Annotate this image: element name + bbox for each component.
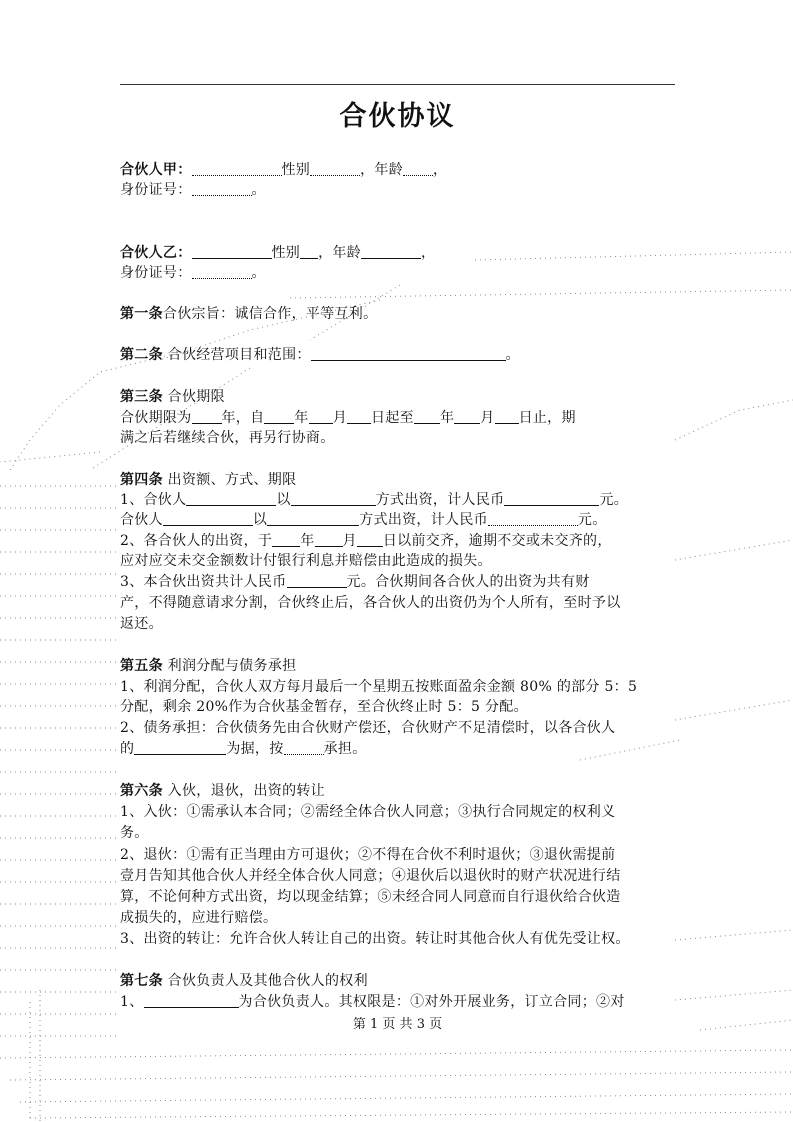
article-1-heading: 第一条: [120, 306, 163, 322]
punct: 。: [505, 347, 520, 363]
text: 1、合伙人: [120, 492, 187, 508]
article-6-line-2: 务。: [120, 825, 149, 841]
party-a-label: 合伙人甲：: [120, 162, 192, 178]
blank: [287, 573, 347, 588]
punct: 。: [251, 265, 266, 281]
blank: [291, 491, 376, 506]
party-b-age-blank: [361, 244, 421, 259]
text: 为据，按: [226, 741, 284, 757]
text: 元。: [577, 512, 607, 528]
blank: [309, 409, 333, 424]
article-5-line-1: 1、利润分配，合伙人双方每月最后一个星期五按账面盈余金额 80% 的部分 5：5: [120, 679, 638, 695]
article-2-text: 合伙经营项目和范围：: [167, 347, 311, 363]
party-a-gender-blank: [310, 161, 360, 176]
text: 月: [342, 533, 357, 549]
blank: [357, 532, 383, 547]
blank: [192, 409, 222, 424]
article-3-heading-line: [120, 387, 675, 407]
article-3-heading: 第三条: [120, 389, 163, 405]
blank: [454, 409, 480, 424]
article-6-heading: 第六条: [120, 783, 163, 799]
text: 方式出资，计人民币: [375, 492, 505, 508]
article-7-heading-line: [120, 971, 675, 991]
text: 2、各合伙人的出资，于: [120, 533, 273, 549]
article-6-line-6: 成损失的，应进行赔偿。: [120, 910, 278, 926]
text: 3、本合伙出资共计人民币: [120, 574, 287, 590]
article-6-line-7: 3、出资的转让：允许合伙人转让自己的出资。转让时其他合伙人有优先受让权。: [120, 931, 630, 947]
blank: [134, 740, 226, 755]
article-2: [120, 345, 675, 365]
party-b-name-blank: [192, 244, 272, 259]
article-5-title: 利润分配与债务承担: [167, 658, 297, 674]
party-a-age-label: ，年龄: [360, 162, 404, 178]
party-b-id-blank: [192, 264, 252, 279]
blank: [186, 491, 276, 506]
party-a-line: [120, 160, 675, 180]
text: 年: [300, 533, 315, 549]
document-page: [120, 0, 675, 1122]
text: 1、: [120, 994, 144, 1010]
text: 日以前交齐，逾期不交或未交齐的，: [382, 533, 612, 549]
blank: [315, 532, 343, 547]
party-a-age-blank: [403, 161, 433, 176]
article-4-line-4: 应对应交未交金额数计付银行利息并赔偿由此造成的损失。: [120, 553, 492, 569]
blank: [488, 511, 578, 526]
blank: [284, 740, 324, 755]
article-4-line-7: 返还。: [120, 616, 163, 632]
text: 为合伙负责人。其权限是：①对外开展业务，订立合同；②对: [238, 994, 625, 1010]
text: 年: [294, 410, 309, 426]
blank: [163, 511, 253, 526]
article-7-title: 合伙负责人及其他合伙人的权利: [167, 973, 368, 989]
article-2-scope-blank: [311, 346, 506, 361]
article-5-line-3: 2、债务承担：合伙债务先由合伙财产偿还，合伙财产不足清偿时，以各合伙人: [120, 720, 616, 736]
article-5-line-2: 分配，剩余 20%作为合伙基金暂存，至合伙终止时 5：5 分配。: [120, 699, 528, 715]
punct: ，: [433, 162, 448, 178]
article-4-heading: 第四条: [120, 472, 163, 488]
party-b-id-line: [120, 263, 675, 283]
text: 方式出资，计人民币: [359, 512, 488, 528]
text: 日止，期: [518, 410, 576, 426]
blank: [264, 409, 294, 424]
text: 元。: [599, 492, 629, 508]
text: 元。合伙期间各合伙人的出资为共有财: [346, 574, 590, 590]
party-b-label: 合伙人乙：: [120, 245, 192, 261]
article-4-line-6: 产，不得随意请求分割，合伙终止后，各合伙人的出资仍为个人所有，至时予以: [120, 595, 621, 611]
article-4-title: 出资额、方式、期限: [167, 472, 297, 488]
text: 月: [480, 410, 495, 426]
article-7-heading: 第七条: [120, 973, 163, 989]
article-4-heading-line: [120, 470, 675, 490]
party-a-id-line: [120, 180, 675, 200]
text: 承担。: [323, 741, 367, 757]
blank: [504, 491, 599, 506]
article-6-line-5: 算，不论何种方式出资，均以现金结算；⑤未经合同人同意而自行退伙给合伙造: [120, 889, 621, 905]
article-3-line-1: [120, 408, 675, 428]
article-6-title: 入伙，退伙，出资的转让: [167, 783, 325, 799]
article-6-heading-line: [120, 781, 675, 801]
article-4-line-1: [120, 490, 675, 510]
article-5-heading: 第五条: [120, 658, 163, 674]
blank: [495, 409, 519, 424]
article-6-line-4: 壹月告知其他合伙人并经全体合伙人同意；④退伙后以退伙时的财产状况进行结: [120, 868, 621, 884]
punct: 。: [251, 182, 266, 198]
article-5-heading-line: [120, 656, 675, 676]
document-title: 合伙协议: [339, 101, 456, 132]
blank: [414, 409, 440, 424]
party-b-gender-label: 性别: [271, 245, 301, 261]
text: 年: [439, 410, 455, 426]
page-number-footer: 第 1 页 共 3 页: [352, 1017, 443, 1032]
blank: [272, 532, 300, 547]
party-a-gender-label: 性别: [281, 162, 311, 178]
article-4-line-2: [120, 510, 675, 530]
punct: ，: [421, 245, 436, 261]
party-b-line: [120, 243, 675, 263]
article-6-line-3: 2、退伙：①需有正当理由方可退伙；②不得在合伙不利时退伙；③退伙需提前: [120, 847, 616, 863]
party-a-id-blank: [192, 181, 252, 196]
text: 日起至: [371, 410, 414, 426]
article-7-line-1: [120, 992, 675, 1012]
article-4-line-3: [120, 531, 675, 551]
article-3-title: 合伙期限: [167, 389, 225, 405]
text: 以: [252, 512, 268, 528]
article-3-line-2: 满之后若继续合伙，再另行协商。: [120, 430, 335, 446]
article-2-heading: 第二条: [120, 347, 163, 363]
article-6-line-1: 1、入伙：①需承认本合同；②需经全体合伙人同意；③执行合同规定的权利义: [120, 804, 616, 820]
text: 的: [120, 741, 135, 757]
text: 以: [276, 492, 291, 508]
blank: [347, 409, 371, 424]
blank: [267, 511, 359, 526]
article-1-text: 合伙宗旨：诚信合作，平等互利。: [162, 306, 378, 322]
article-5-line-4: [120, 739, 675, 759]
article-4-line-5: [120, 572, 675, 592]
party-b-age-label: ，年龄: [318, 245, 362, 261]
blank: [144, 993, 239, 1008]
header-rule: [120, 84, 675, 85]
party-b-gender-blank: [300, 244, 318, 259]
party-a-id-label: 身份证号：: [120, 182, 192, 198]
party-a-name-blank: [192, 161, 282, 176]
text: 年，自: [221, 410, 265, 426]
text: 合伙期限为: [120, 410, 192, 426]
party-b-id-label: 身份证号：: [120, 265, 192, 281]
article-1: [120, 304, 675, 324]
text: 合伙人: [120, 512, 163, 528]
text: 月: [332, 410, 348, 426]
